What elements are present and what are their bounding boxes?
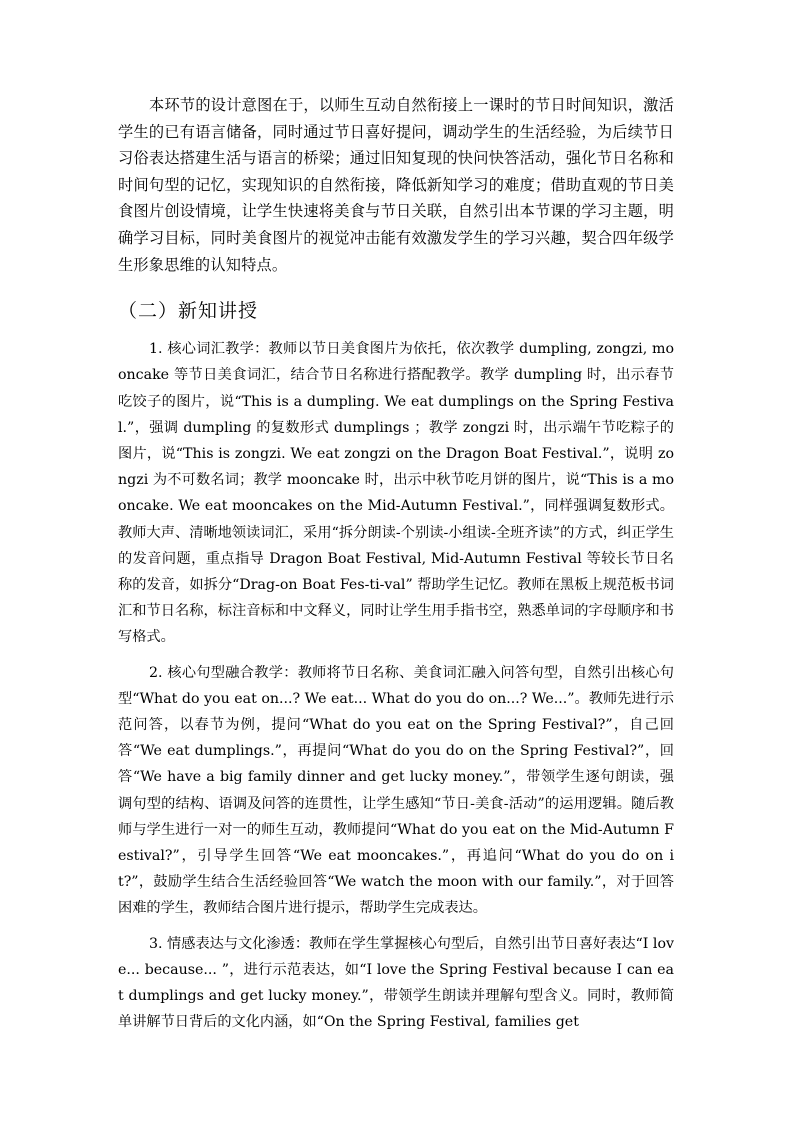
intro-paragraph: 本环节的设计意图在于，以师生互动自然衔接上一课时的节日时间知识，激活学生的已有语言储备，同时通过节日喜好提问，调动学生的生活经验，为后续节日习俗表达搭建生活与语言的桥梁；通过旧知复现的快问快答活动，强化节日名称和时间句型的记忆，实现知识的自然衔接，降低新知学习的难度；借助直观的节日美食图片创设情境，让学生快速将美食与节日关联，自然引出本节课的学习主题，明确学习目标，同时美食图片的视觉冲击能有效激发学生的学习兴趣，契合四年级学生形象思维的认知特点。 [118, 96, 674, 274]
section-heading: （二）新知讲授 [118, 300, 259, 323]
paragraph-core-vocabulary: 1. 核心词汇教学：教师以节日美食图片为依托，依次教学 dumpling, zongzi, mooncake 等节日美食词汇，结合节日名称进行搭配教学。教学 dumpling 时，出示春节吃饺子的图片，说“This is a dumpling. We eat dumplings on the Spring Festival.”，强调 dumpling 的复数形式 dumplings ；教学 zongzi 时，出示端午节吃粽子的图片，说“This is zongzi. We eat zongzi on the Dragon Boat Festival.”，说明 zongzi 为不可数名词；教学 mooncake 时，出示中秋节吃月饼的图片，说“This is a mooncake. We eat mooncakes on the Mid-Autumn Festival.”，同样强调复数形式。教师大声、清晰地领读词汇，采用“拆分朗读-个别读-小组读-全班齐读”的方式，纠正学生的发音问题，重点指导 Dragon Boat Festival, Mid-Autumn Festival 等较长节日名称的发音，如拆分“Drag-on Boat Fes-ti-val” 帮助学生记忆。教师在黑板上规范板书词汇和节日名称，标注音标和中文释义，同时让学生用手指书空，熟悉单词的字母顺序和书写格式。 [118, 341, 674, 646]
paragraph-core-sentences: 2. 核心句型融合教学：教师将节日名称、美食词汇融入问答句型，自然引出核心句型“What do you eat on...? We eat... What do you do on...? We...”。教师先进行示范问答，以春节为例，提问“What do you eat on the Spring Festival?”，自己回答“We eat dumplings.”，再提问“What do you do on the Spring Festival?”，回答“We have a big family dinner and get lucky money.”，带领学生逐句朗读，强调句型的结构、语调及问答的连贯性，让学生感知“节日-美食-活动”的运用逻辑。随后教师与学生进行一对一的师生互动，教师提问“What do you eat on the Mid-Autumn Festival?”，引导学生回答“We eat mooncakes.”，再追问“What do you do on it?”，鼓励学生结合生活经验回答“We watch the moon with our family.”，对于回答困难的学生，教师结合图片进行提示，帮助学生完成表达。 [118, 664, 674, 917]
paragraph-emotion-culture: 3. 情感表达与文化渗透：教师在学生掌握核心句型后，自然引出节日喜好表达“I love... because... ”，进行示范表达，如“I love the Spring Festival because I can eat dumplings and get lucky money.”，带领学生朗读并理解句型含义。同时，教师简单讲解节日背后的文化内涵，如“On the Spring Festival, families get [118, 935, 674, 1031]
document-page [118, 92, 674, 1035]
paragraph-gap [118, 651, 674, 660]
paragraph-gap [118, 922, 674, 931]
